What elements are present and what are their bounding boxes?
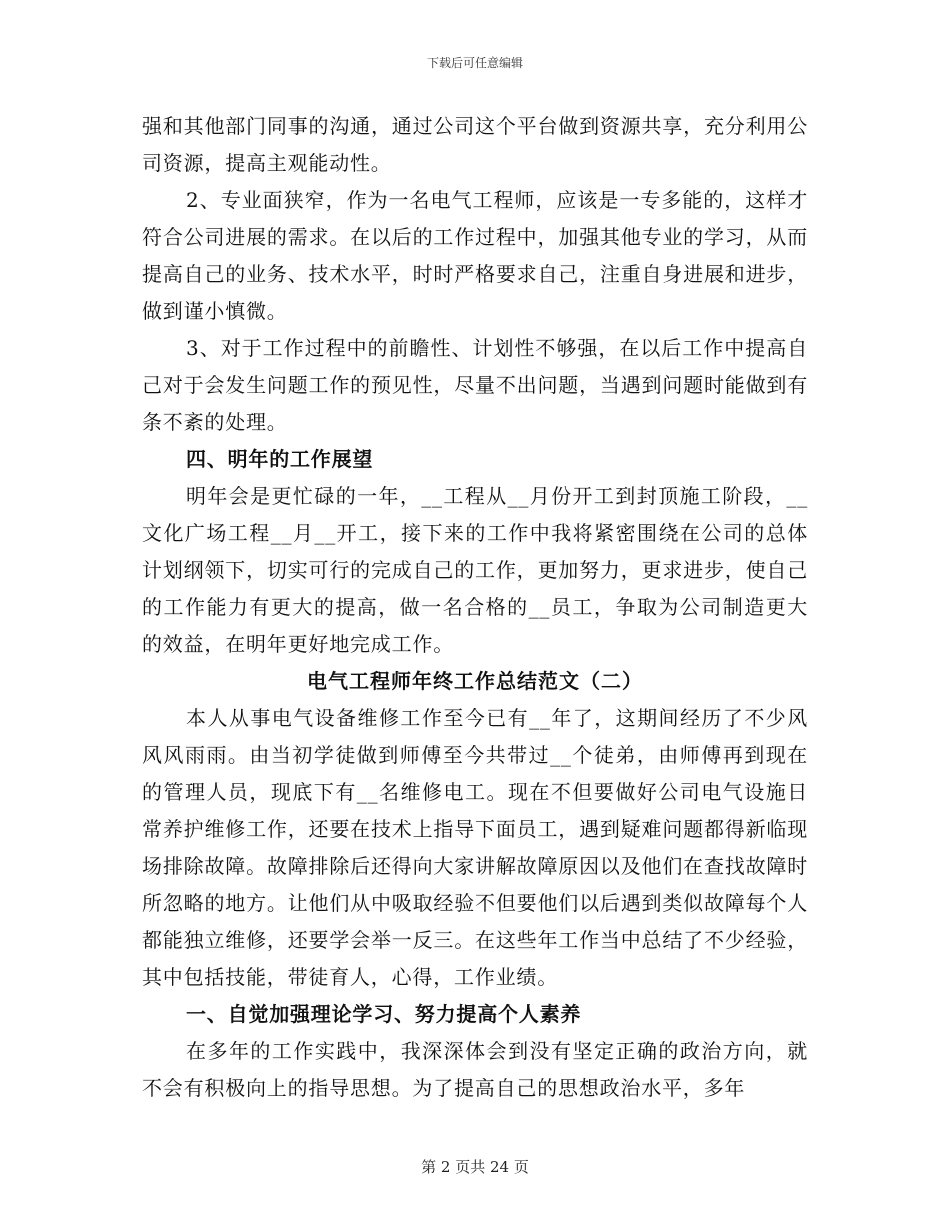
document-title: 电气工程师年终工作总结范文（二） — [307, 669, 643, 693]
document-body — [142, 108, 808, 1107]
section-heading-outlook: 四、明年的工作展望 — [186, 447, 374, 471]
paragraph-continuation: 强和其他部门同事的沟通，通过公司这个平台做到资源共享，充分利用公司资源，提高主观能动性。 — [142, 114, 808, 175]
page-footer: 第 2 页共 24 页 — [421, 1158, 529, 1176]
paragraph-theory: 在多年的工作实践中，我深深体会到没有坚定正确的政治方向，就不会有积极向上的指导思想。为了提高自己的思想政治水平，多年 — [142, 1039, 808, 1100]
paragraph-item-2: 2、专业面狭窄，作为一名电气工程师，应该是一专多能的，这样才符合公司进展的需求。在以后的工作过程中，加强其他专业的学习，从而提高自己的业务、技术水平，时时严格要求自己，注重自身进展和进步，做到谨小慎微。 — [142, 188, 808, 323]
page-header: 下载后可任意编辑 — [426, 56, 523, 70]
section-heading-theory: 一、自觉加强理论学习、努力提高个人素养 — [186, 1002, 582, 1026]
paragraph-outlook: 明年会是更忙碌的一年，__工程从__月份开工到封顶施工阶段，__文化广场工程__月__开工，接下来的工作中我将紧密围绕在公司的总体计划纲领下，切实可行的完成自己的工作，更加努力，更求进步，使自己的工作能力有更大的提高，做一名合格的__员工，争取为公司制造更大的效益，在明年更好地完成工作。 — [142, 484, 808, 656]
paragraph-intro: 本人从事电气设备维修工作至今已有__年了，这期间经历了不少风风风雨雨。由当初学徒做到师傅至今共带过__个徒弟，由师傅再到现在的管理人员，现底下有__名维修电工。现在不但要做好公司电气设施日常养护维修工作，还要在技术上指导下面员工，遇到疑难问题都得新临现场排除故障。故障排除后还得向大家讲解故障原因以及他们在查找故障时所忽略的地方。让他们从中吸取经验不但要他们以后遇到类似故障每个人都能独立维修，还要学会举一反三。在这些年工作当中总结了不少经验，其中包括技能，带徒育人，心得，工作业绩。 — [142, 706, 808, 989]
paragraph-item-3: 3、对于工作过程中的前瞻性、计划性不够强，在以后工作中提高自己对于会发生问题工作的预见性，尽量不出问题，当遇到问题时能做到有条不紊的处理。 — [142, 336, 808, 434]
